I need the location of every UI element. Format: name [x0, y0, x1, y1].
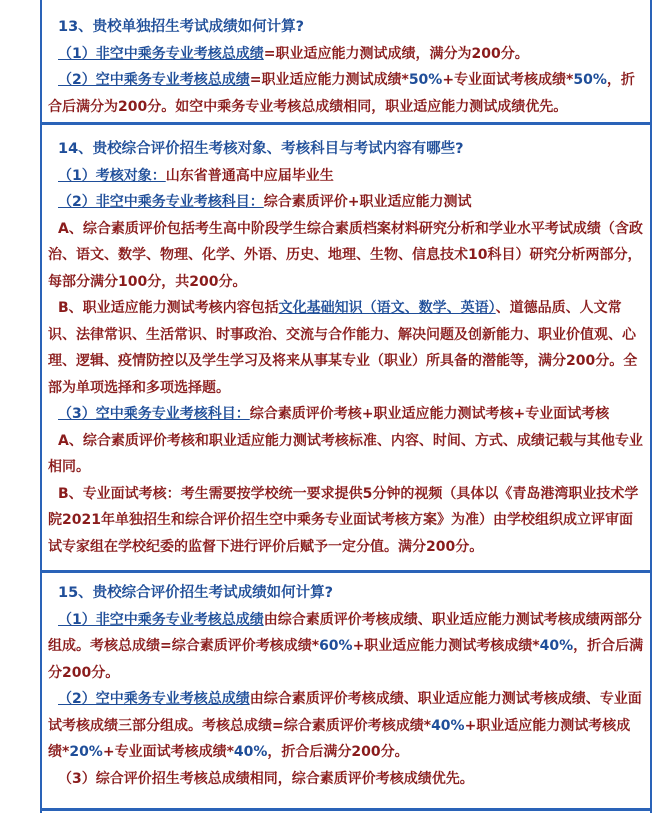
q15-item-1-text-c: ，折合后满分200分。 [48, 638, 644, 681]
q13-item-2-text-c: ，折合后满分为200分。如空中乘务专业考核总成绩相同，职业适应能力测试成绩优先。 [48, 72, 635, 115]
q15-item-3: （3）综合评价招生考核总成绩相同，综合素质评价考核成绩优先。 [58, 770, 474, 787]
q14-item-b-text-a: B、职业适应能力测试考核内容包括 [58, 300, 279, 316]
q13-item-2-pct-2: 50% [573, 72, 607, 88]
q14-item-b2: B、专业面试考核：考生需要按学校统一要求提供5分钟的视频（具体以《青岛港湾职业技术学院2021年单独招生和综合评价招生空中乘务专业面试考核方案》为准）由学校组织成立评审面试专家组在学校纪委的监督下进行评价后赋予一定分值。满分200分。 [48, 485, 639, 555]
q13-item-1-text: =职业适应能力测试成绩，满分为200分。 [263, 45, 529, 62]
q14-item-b-link: 文化基础知识（语文、数学、英语） [278, 300, 496, 316]
q13-item-2-pct-1: 50% [408, 72, 443, 88]
q14-item-1-text: 山东省普通高中应届毕业生 [165, 167, 334, 184]
q14-item-a: A、综合素质评价包括考生高中阶段学生综合素质档案材料研究分析和学业水平考试成绩（含政治、语文、数学、物理、化学、外语、历史、地理、生物、信息技术10科目）研究分析两部分，每部分满分100分，共200分。 [48, 220, 643, 290]
q14-item-2-text: 综合素质评价+职业适应能力测试 [263, 194, 472, 210]
q15-item-1-pct-2: 40% [539, 638, 574, 654]
q14-item-2-label: （2）非空中乘务专业考核科目： [58, 194, 264, 210]
q15-item-2 [48, 686, 644, 766]
q13-item-2-label: （2）空中乘务专业考核总成绩 [58, 72, 250, 88]
question-15-title: 15、贵校综合评价招生考试成绩如何计算? [58, 585, 334, 601]
section-13 [48, 14, 644, 120]
q15-item-2-pct-2: 20% [69, 744, 103, 760]
divider-2 [40, 570, 652, 573]
q15-item-1 [48, 607, 644, 687]
q14-item-2 [48, 189, 644, 216]
q14-item-a2: A、综合素质评价考核和职业适应能力测试考核标准、内容、时间、方式、成绩记载与其他专业相同。 [48, 432, 643, 475]
q14-item-1 [48, 163, 644, 190]
q15-item-2-text-c: +专业面试考核成绩* [102, 744, 234, 760]
q13-item-2-text-a: =职业适应能力测试成绩* [249, 72, 409, 88]
q13-item-1-label: （1）非空中乘务专业考核总成绩 [58, 45, 264, 62]
section-14 [48, 136, 644, 560]
q15-item-1-text-a: 由综合素质评价考核成绩、职业适应能力测试考核成绩两部分组成。考核总成绩=综合素质评价考核成绩* [48, 611, 642, 654]
q14-item-3 [48, 401, 644, 428]
q13-item-2 [48, 67, 644, 120]
q15-item-1-pct-1: 60% [319, 638, 353, 654]
q15-item-1-text-b: +职业适应能力测试考核成绩* [352, 638, 540, 654]
q15-item-2-text-a: 由综合素质评价考核成绩、职业适应能力测试考核成绩、专业面试考核成绩三部分组成。考核总成绩=综合素质评价考核成绩* [48, 691, 642, 734]
q13-item-1 [48, 41, 644, 68]
question-13-title: 13、贵校单独招生考试成绩如何计算? [58, 19, 305, 35]
q15-item-2-text-b: +职业适应能力测试考核成绩* [48, 717, 631, 760]
q15-item-2-pct-1: 40% [431, 717, 465, 734]
section-15 [48, 580, 644, 792]
divider-3 [40, 808, 652, 811]
q15-item-2-text-d: ，折合后满分200分。 [267, 744, 409, 760]
q15-item-2-pct-3: 40% [233, 744, 268, 760]
q15-item-2-label: （2）空中乘务专业考核总成绩 [58, 691, 250, 707]
q13-item-2-text-b: +专业面试考核成绩* [442, 72, 574, 88]
q15-item-1-label: （1）非空中乘务专业考核总成绩 [58, 611, 264, 628]
q14-item-b-text-b: 、道德品质、人文常识、法律常识、生活常识、时事政治、交流与合作能力、解决问题及创新能力、职业价值观、心理、逻辑、疫情防控以及学生学习及将来从事某专业（职业）所具备的潜能等，满分200分。全部为单项选择和多项选择题。 [48, 300, 638, 396]
q14-item-3-label: （3）空中乘务专业考核科目： [58, 406, 250, 422]
q14-item-3-text: 综合素质评价考核+职业适应能力测试考核+专业面试考核 [249, 406, 610, 422]
divider-1 [40, 122, 652, 125]
q14-item-1-label: （1）考核对象： [58, 167, 166, 184]
question-14-title: 14、贵校综合评价招生考核对象、考核科目与考试内容有哪些? [58, 141, 464, 157]
q14-item-b [48, 295, 644, 401]
